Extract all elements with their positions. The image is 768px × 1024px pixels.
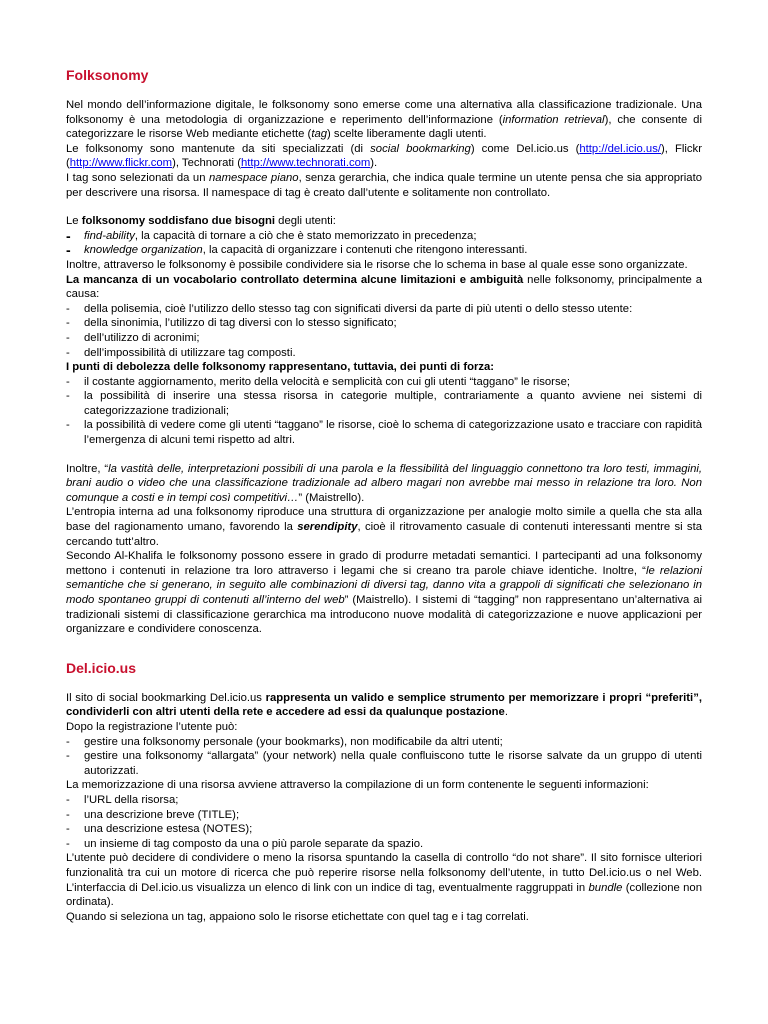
list-item: - la possibilità di inserire una stessa risorsa in categorie multiple, contrariamente a quanto avviene nei sistemi di categorizzazione tradizionali; [66,390,702,417]
user-capabilities-list [66,735,702,779]
needs-list [66,229,702,258]
list-item: - della sinonimia, l’utilizzo di tag diversi con lo stesso significato; [66,317,397,330]
limits-list [66,302,702,360]
list-item: - un insieme di tag composto da una o più parole separate da spazio. [66,837,424,850]
link-technorati[interactable]: http://www.technorati.com [240,157,371,170]
khalifa-paragraph: Secondo Al-Khalifa le folksonomy possono essere in grado di produrre metadati semantici. I partecipanti ad una folksonomy mettono i contenuti in relazione tra loro attraverso i legami che si creano tra parole chiave identiche. Inoltre, “le relazioni semantiche che si generano, in seguito alle combinazioni di diversi tag, danno vita a grappoli di significati che selezionano in modo spontaneo gruppi di contenuti all’interno del web” (Maistrello). I sistemi di “tagging” non rappresentano un’alternativa ai tradizionali sistemi di classificazione gerarchica ma introducono nuove modalità di categorizzazione e nuove applicazioni per organizzare e condividere conoscenza. [66,550,702,636]
list-item: - knowledge organization, la capacità di organizzare i contenuti che ritengono interessanti. [66,242,528,259]
list-item: - find-ability, la capacità di tornare a ciò che è stato memorizzato in precedenza; [66,227,477,244]
link-flickr[interactable]: http://www.flickr.com [69,157,173,170]
list-item: - il costante aggiornamento, merito della velocità e semplicità con cui gli utenti “taggano” le risorse; [66,375,571,388]
form-fields-list [66,793,702,851]
quote-paragraph: Inoltre, “la vastità delle, interpretazioni possibili di una parola e la flessibilità del linguaggio connettono tra loro testi, immagini, brani audio o video che una classificazione tradizionale ad albero magari non avrebbe mai messo in relazione tra loro. Non comunque a costi e in tempi così competitivi…” (Maistrello). [66,462,702,504]
limits-paragraph: La mancanza di un vocabolario controllato determina alcune limitazioni e ambiguità nelle folksonomy, principalmente a causa: [66,273,702,301]
section-heading-folksonomy: Folksonomy [66,67,149,83]
list-item: - l’URL della risorsa; [66,793,179,806]
share-options-paragraph: L’utente può decidere di condividere o meno la risorsa spuntando la casella di controllo “do not share”. Il sito fornisce ulteriori funzionalità tra cui un motore di ricerca che può reperire risorse nella folksonomy dell’utente, in tutto Del.icio.us o nel Web. L’interfaccia di Del.icio.us visualizza un elenco di link con un indice di tag, eventualmente raggruppati in bundle (collezione non ordinata). [66,852,702,909]
list-item: - gestire una folksonomy personale (your bookmarks), non modificabile da altri utenti; [66,735,503,748]
after-registration: Dopo la registrazione l’utente può: [66,720,238,733]
tag-selection-paragraph: Quando si seleziona un tag, appaiono solo le risorse etichettate con quel tag e i tag correlati. [66,910,529,923]
share-paragraph: Inoltre, attraverso le folksonomy è possibile condividere sia le risorse che lo schema in base al quale esse sono organizzate. [66,258,688,271]
list-item: - una descrizione breve (TITLE); [66,808,240,821]
document-body [66,66,702,924]
memo-paragraph: La memorizzazione di una risorsa avviene attraverso la compilazione di un form contenente le seguenti informazioni: [66,779,649,792]
needs-paragraph: Le folksonomy soddisfano due bisogni degli utenti: [66,215,336,228]
list-item: - dell’impossibilità di utilizzare tag composti. [66,346,296,359]
list-item: - della polisemia, cioè l’utilizzo dello stesso tag con significati diversi da parte di più utenti o dello stesso utente: [66,302,633,315]
entropy-paragraph: L’entropia interna ad una folksonomy riproduce una struttura di organizzazione per analogie molto simile a quella che sta alla base del ragionamento umano, favorendo la serendipity, cioè il ritrovamento casuale di contenuti interessanti mentre si sta cercando tutt’altro. [66,506,702,548]
intro-paragraph: Nel mondo dell’informazione digitale, le folksonomy sono emerse come una alternativa alla classificazione tradizionale. Una folksonomy è una metodologia di organizzazione e reperimento dell’informazione (information retrieval), che consente di categorizzare le risorse Web mediante etichette (tag) scelte liberamente dagli utenti. Le folksonomy sono mantenute da siti specializzati (di social bookmarking) come Del.icio.us (http://del.icio.us/), Flickr (http://www.flickr.com), Technorati (http://www.technorati.com). I tag sono selezionati da un namespace piano, senza gerarchia, che indica quale termine un utente pensa che sia appropriato per descrivere una risorsa. Il namespace di tag è creato dall’utente e solitamente non controllato. [66,99,702,199]
list-item: - gestire una folksonomy “allargata” (your network) nella quale confluiscono tutte le risorse salvate da un gruppo di utenti autorizzati. [66,750,702,777]
list-item: - una descrizione estesa (NOTES); [66,823,253,836]
weakness-list [66,375,702,448]
link-delicious[interactable]: http://del.icio.us/ [579,142,661,155]
weakness-heading: I punti di debolezza delle folksonomy rappresentano, tuttavia, dei punti di forza: [66,361,495,374]
list-item: - la possibilità di vedere come gli utenti “taggano” le risorse, cioè lo schema di categorizzazione usato e tracciare con rapidità l’emergenza di alcuni temi rispetto ad altri. [66,419,702,447]
section-heading-delicious: Del.icio.us [66,659,137,676]
delicious-intro: Il sito di social bookmarking Del.icio.us rappresenta un valido e semplice strumento per memorizzare i propri “preferiti”, condividerli con altri utenti della rete e accedere ad essi da qualunque postazione. [66,691,702,719]
list-item: - dell’utilizzo di acronimi; [66,331,200,344]
